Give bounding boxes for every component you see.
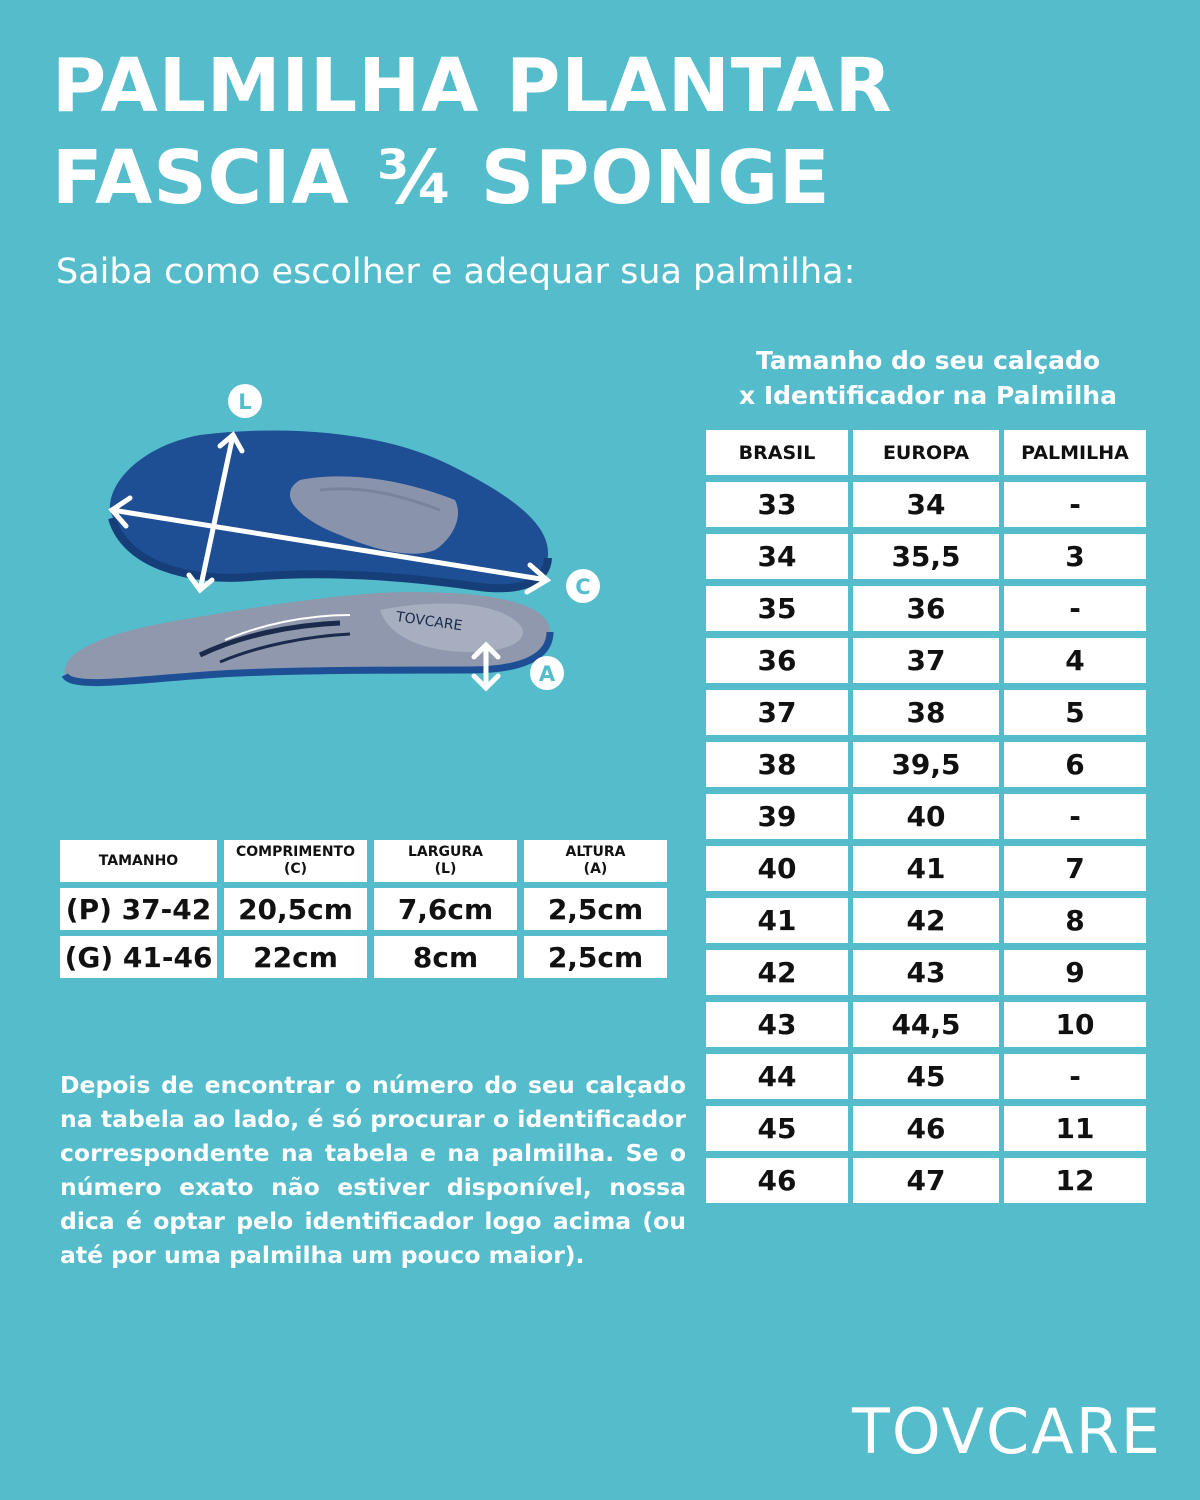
table-row — [706, 586, 1146, 638]
marker-l-label: L — [238, 390, 252, 414]
table-row — [706, 742, 1146, 794]
table-row — [706, 950, 1146, 1002]
cell-europa: 35,5 — [853, 534, 1004, 586]
marker-height — [530, 656, 564, 690]
title-line-2: FASCIA ¾ SPONGE — [52, 135, 831, 221]
cell-brasil: 33 — [706, 482, 853, 534]
cell-brasil: 38 — [706, 742, 853, 794]
cell-europa: 41 — [853, 846, 1004, 898]
marker-length — [228, 384, 262, 418]
table-row — [706, 482, 1146, 534]
cell-brasil: 39 — [706, 794, 853, 846]
insole-illustration — [50, 370, 650, 710]
cell-palmilha: 11 — [1004, 1106, 1146, 1158]
cell-europa: 45 — [853, 1054, 1004, 1106]
cell-brasil: 36 — [706, 638, 853, 690]
cell-altura: 2,5cm — [524, 888, 667, 936]
cell-palmilha: 6 — [1004, 742, 1146, 794]
table-row — [706, 846, 1146, 898]
cell-altura: 2,5cm — [524, 936, 667, 984]
header-comprimento-label: COMPRIMENTO — [235, 844, 356, 860]
cell-tamanho: (P) 37-42 — [60, 888, 224, 936]
header-largura-sub: (L) — [434, 861, 457, 877]
table-row — [706, 1054, 1146, 1106]
cell-comprimento: 20,5cm — [224, 888, 374, 936]
cell-largura: 8cm — [374, 936, 524, 984]
cell-comprimento: 22cm — [224, 936, 374, 984]
cell-europa: 39,5 — [853, 742, 1004, 794]
subtitle: Saiba como escolher e adequar sua palmilha: — [56, 252, 856, 292]
header-altura-label: ALTURA — [565, 844, 626, 860]
cell-europa: 34 — [853, 482, 1004, 534]
table-row — [60, 936, 667, 984]
table-row — [706, 1158, 1146, 1210]
cell-palmilha: 10 — [1004, 1002, 1146, 1054]
page-title — [52, 40, 893, 224]
cell-brasil: 35 — [706, 586, 853, 638]
cell-europa: 38 — [853, 690, 1004, 742]
cell-palmilha: 12 — [1004, 1158, 1146, 1210]
cell-europa: 44,5 — [853, 1002, 1004, 1054]
header-palmilha: PALMILHA — [1004, 430, 1146, 482]
cell-largura: 7,6cm — [374, 888, 524, 936]
header-tamanho — [60, 840, 224, 888]
cell-palmilha: 3 — [1004, 534, 1146, 586]
cell-europa: 36 — [853, 586, 1004, 638]
cell-palmilha: - — [1004, 482, 1146, 534]
cell-brasil: 46 — [706, 1158, 853, 1210]
header-europa: EUROPA — [853, 430, 1004, 482]
cell-palmilha: 9 — [1004, 950, 1146, 1002]
header-brasil: BRASIL — [706, 430, 853, 482]
header-largura — [374, 840, 524, 888]
table-row — [706, 1002, 1146, 1054]
cell-brasil: 42 — [706, 950, 853, 1002]
size-chart-header-row — [706, 430, 1146, 482]
cell-europa: 37 — [853, 638, 1004, 690]
cell-brasil: 40 — [706, 846, 853, 898]
cell-brasil: 37 — [706, 690, 853, 742]
header-comprimento-sub: (C) — [283, 861, 308, 877]
table-row — [706, 690, 1146, 742]
table-row — [706, 1106, 1146, 1158]
cell-brasil: 41 — [706, 898, 853, 950]
cell-palmilha: 4 — [1004, 638, 1146, 690]
size-chart-title-line-1: Tamanho do seu calçado — [755, 346, 1101, 375]
table-row — [706, 794, 1146, 846]
cell-palmilha: 8 — [1004, 898, 1146, 950]
cell-europa: 40 — [853, 794, 1004, 846]
insole-bottom-view — [110, 430, 548, 588]
header-tamanho-label: TAMANHO — [98, 852, 179, 869]
marker-width — [566, 569, 600, 603]
insole-brand-text: TOVCARE — [394, 609, 464, 635]
cell-brasil: 43 — [706, 1002, 853, 1054]
cell-palmilha: 7 — [1004, 846, 1146, 898]
dimensions-header-row — [60, 840, 667, 888]
table-row — [60, 888, 667, 936]
cell-palmilha: - — [1004, 794, 1146, 846]
cell-europa: 47 — [853, 1158, 1004, 1210]
header-altura — [524, 840, 667, 888]
cell-palmilha: 5 — [1004, 690, 1146, 742]
table-row — [706, 898, 1146, 950]
cell-brasil: 45 — [706, 1106, 853, 1158]
cell-palmilha: - — [1004, 586, 1146, 638]
table-row — [706, 534, 1146, 586]
table-row — [706, 638, 1146, 690]
title-line-1: PALMILHA PLANTAR — [52, 43, 893, 129]
cell-brasil: 44 — [706, 1054, 853, 1106]
marker-c-label: C — [575, 575, 591, 599]
size-chart-table — [706, 430, 1146, 1210]
cell-europa: 42 — [853, 898, 1004, 950]
instructions-text: Depois de encontrar o número do seu calçado na tabela ao lado, é só procurar o identificador correspondente na tabela e na palmilha. Se o número exato não estiver disponível, nossa dica é optar pelo identificador logo acima (ou até por uma palmilha um pouco maior). — [60, 1071, 686, 1269]
header-comprimento — [224, 840, 374, 888]
size-chart-title — [706, 343, 1150, 413]
brand-logo: TOVCARE — [852, 1395, 1162, 1468]
insole-top-view — [65, 592, 550, 683]
dimensions-table — [60, 840, 667, 984]
cell-europa: 43 — [853, 950, 1004, 1002]
marker-a-label: A — [538, 662, 556, 686]
cell-tamanho: (G) 41-46 — [60, 936, 224, 984]
cell-brasil: 34 — [706, 534, 853, 586]
cell-europa: 46 — [853, 1106, 1004, 1158]
cell-palmilha: - — [1004, 1054, 1146, 1106]
header-largura-label: LARGURA — [407, 844, 483, 860]
size-chart-title-line-2: x Identificador na Palmilha — [739, 381, 1117, 410]
header-altura-sub: (A) — [583, 861, 608, 877]
